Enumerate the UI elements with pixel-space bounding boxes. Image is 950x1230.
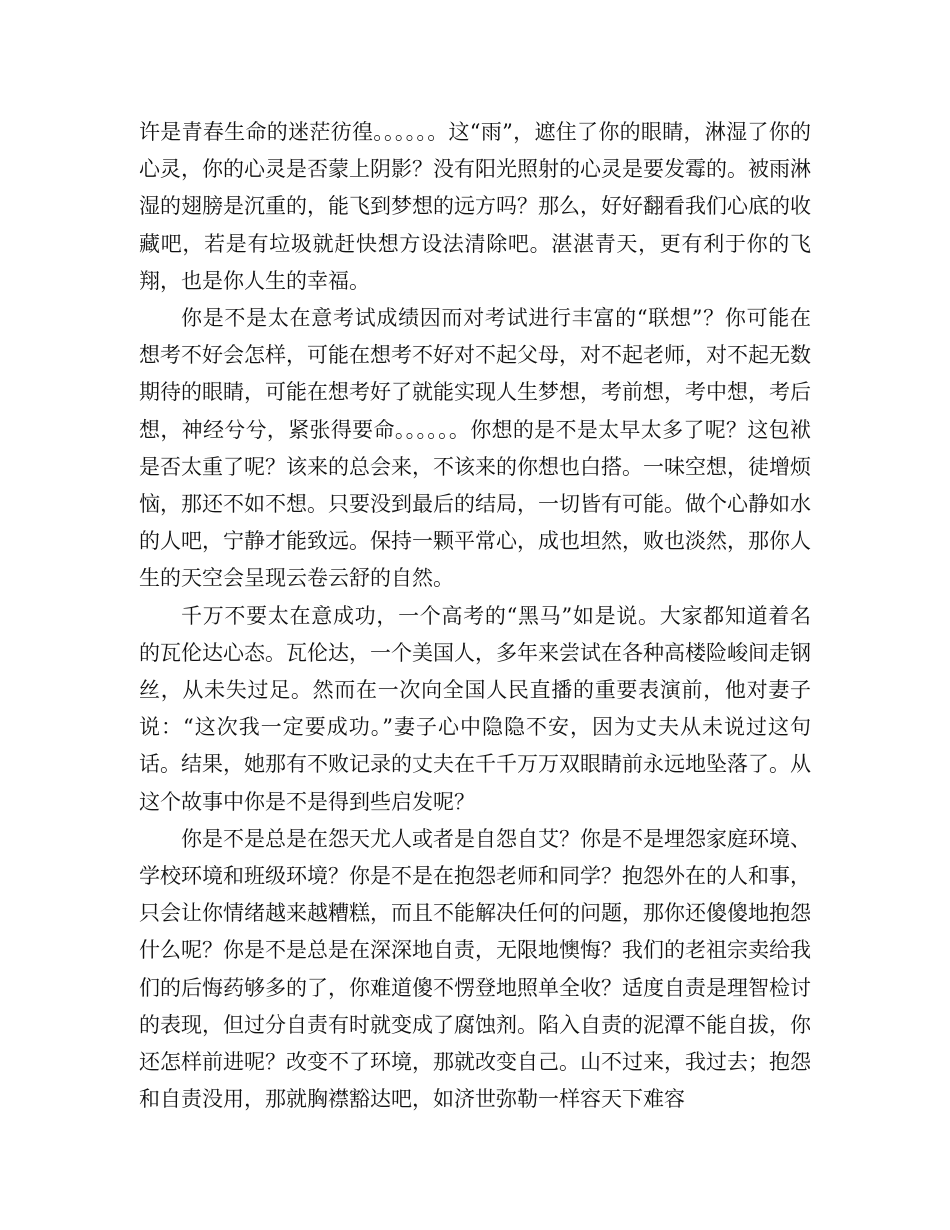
paragraph-2: 你是不是太在意考试成绩因而对考试进行丰富的“联想”？你可能在想考不好会怎样，可能在想考不好对不起父母，对不起老师，对不起无数期待的眼睛，可能在想考好了就能实现人生梦想，考前想，考中想，考后想，神经兮兮，紧张得要命。。。。。。你想的是不是太早太多了呢？这包袱是否太重了呢？该来的总会来，不该来的你想也白搭。一味空想，徒增烦恼，那还不如不想。只要没到最后的结局，一切皆有可能。做个心静如水的人吧，宁静才能致远。保持一颗平常心，成也坦然，败也淡然，那你人生的天空会呈现云卷云舒的自然。 <box>139 306 811 591</box>
paragraph-1: 许是青春生命的迷茫彷徨。。。。。。这“雨”，遮住了你的眼睛，淋湿了你的心灵，你的心灵是否蒙上阴影？没有阳光照射的心灵是要发霉的。被雨淋湿的翅膀是沉重的，能飞到梦想的远方吗？那么，好好翻看我们心底的收藏吧，若是有垃圾就赶快想方设法清除吧。湛湛青天，更有利于你的飞翔，也是你人生的幸福。 <box>139 120 811 293</box>
paragraph-4: 你是不是总是在怨天尤人或者是自怨自艾？你是不是埋怨家庭环境、学校环境和班级环境？你是不是在抱怨老师和同学？抱怨外在的人和事，只会让你情绪越来越糟糕，而且不能解决任何的问题，那你还傻傻地抱怨什么呢？你是不是总是在深深地自责，无限地懊悔？我们的老祖宗卖给我们的后悔药够多的了，你难道傻不愣登地照单全收？适度自责是理智检讨的表现，但过分自责有时就变成了腐蚀剂。陷入自责的泥潭不能自拔，你还怎样前进呢？改变不了环境，那就改变自己。山不过来，我过去；抱怨和自责没用，那就胸襟豁达吧，如济世弥勒一样容天下难容 <box>139 826 811 1112</box>
body-text <box>139 114 811 1118</box>
paragraph-3: 千万不要太在意成功，一个高考的“黑马”如是说。大家都知道着名的瓦伦达心态。瓦伦达，一个美国人，多年来尝试在各种高楼险峻间走钢丝，从未失过足。然而在一次向全国人民直播的重要表演前，他对妻子说：“这次我一定要成功。”妻子心中隐隐不安，因为丈夫从未说过这句话。结果，她那有不败记录的丈夫在千千万万双眼睛前永远地坠落了。从这个故事中你是不是得到些启发呢？ <box>139 603 811 814</box>
